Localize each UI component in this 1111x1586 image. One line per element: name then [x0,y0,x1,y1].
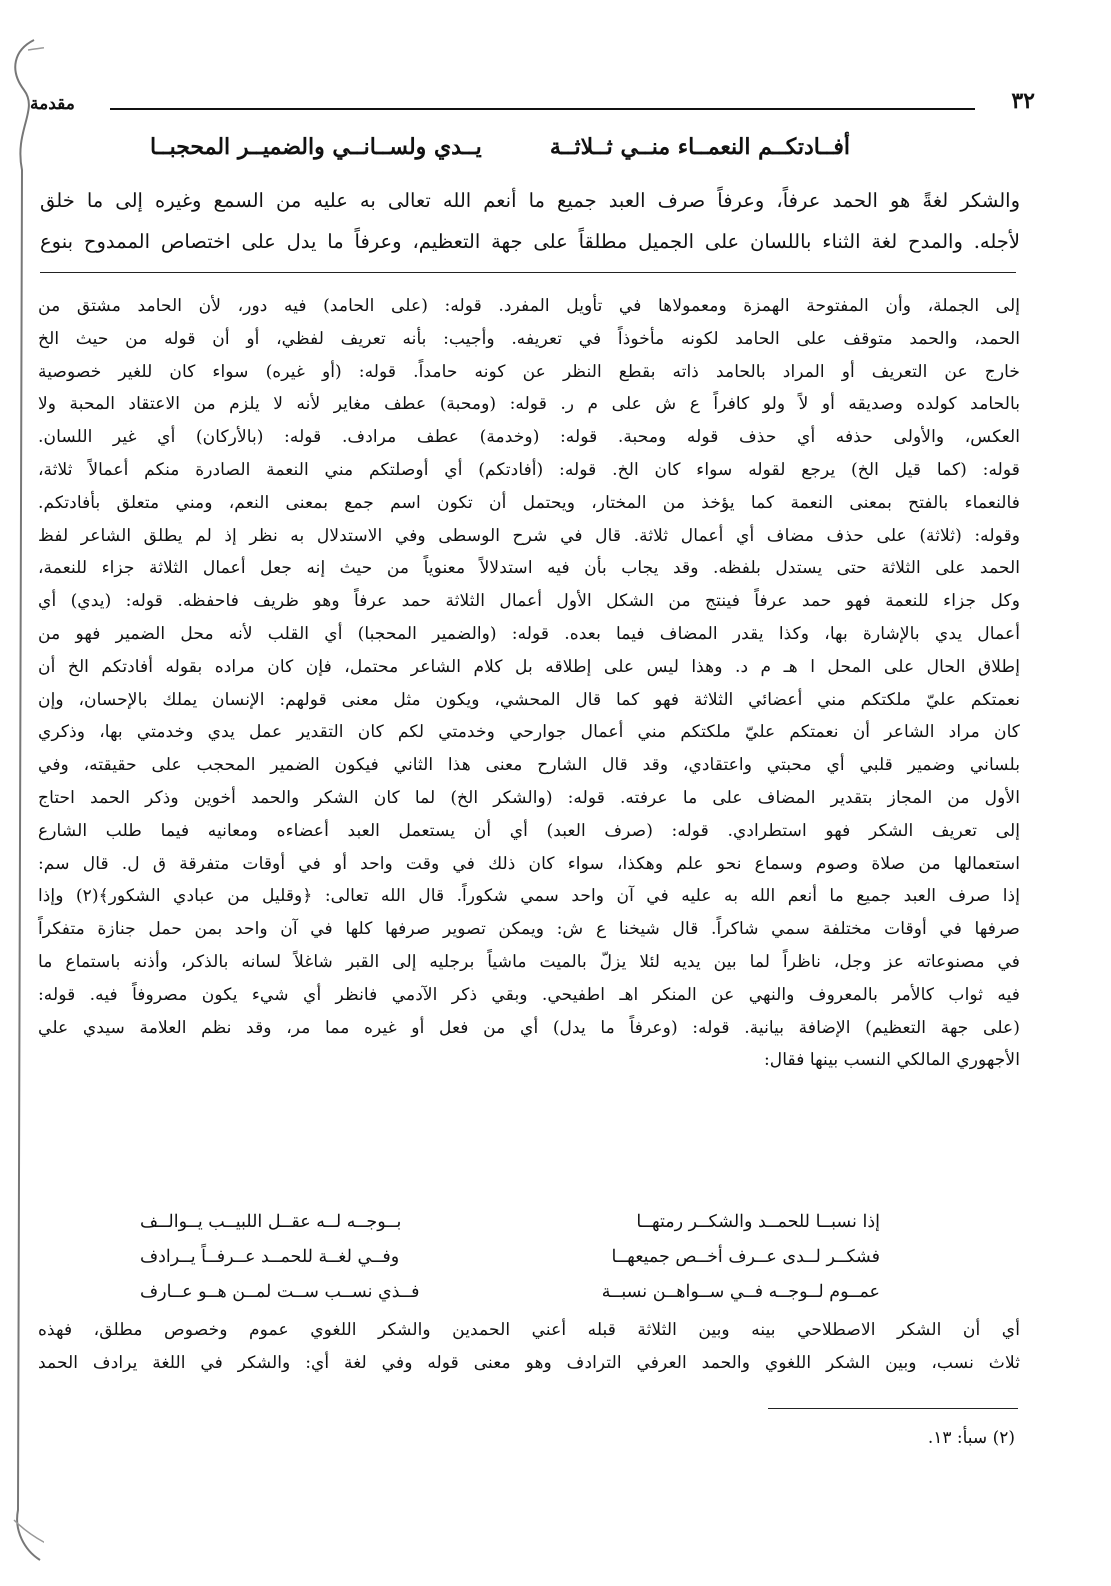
poem-hemistich-right: إذا نسبــا للحمــد والشكــر رمتهــا [636,1212,880,1232]
main-text [40,180,1020,262]
footnote: (٢) سبأ: ١٣. [927,1428,1015,1448]
commentary-line: وكل جزاء للنعمة فهو حمد عرفاً فينتج من الشكل الأول أعمال الثلاثة حمد عرفاً وهو ظريف فاحفظه. قوله: (يدي) أي [38,591,1020,612]
commentary-end [38,1314,1020,1380]
main-text-divider [40,272,1016,273]
commentary-line: كان مراد الشاعر أن نعمتكم عليّ ملكتكم مني أعمال جوارحي وخدمتي لكم كان التقدير عمل يدي وخدمتي بها، وذكري [38,722,1020,743]
commentary-line: إذا صرف العبد جميع ما أنعم الله به عليه في آن واحد سمي شكوراً. قال الله تعالى: ﴿وقليل من عبادي الشكور﴾(٢) وإذا [38,886,1020,907]
commentary-line: فيه ثواب كالأمر بالمعروف والنهي عن المنكر اهـ اطفيحي. وبقي ذكر الآدمي فانظر أي شيء يكون مصروفاً فيه. قوله: [38,984,1020,1005]
poem-hemistich-left: بــوجــه لــه عقــل اللبيــب يــوالــف [140,1212,402,1232]
commentary-line: استعمالها من صلاة وصوم وسماع نحو علم وهكذا، سواء كان ذلك في وقت واحد أو في أوقات متفرقة ق ل. قال سم: [38,853,1020,874]
commentary-line: صرفها في أوقات مختلفة سمي شاكراً. قال شيخنا ع ش: ويمكن تصوير صرفها كلها في آن واحد بمن حمل جنازة متفكراً [38,919,1020,940]
page-number: ٣٢ [1011,88,1035,114]
poem-hemistich-right: عمــوم لــوجــه فــي ســواهــن نسبــة [601,1282,880,1302]
commentary-line: نعمتكم عليّ ملكتكم مني أعضائي الثلاثة فهو كما قال المحشي، ويكون مثل معنى قولهم: الإنسان يملك بالإحسان، وإن [38,689,1020,710]
poem [140,1205,880,1310]
poem-hemistich-right: فشكــر لــدى عــرف أخــص جميعهــا [611,1247,880,1267]
commentary-line: إطلاق الحال على المحل ا هـ م د. وهذا ليس على إطلاقه بل كلام الشاعر محتمل، فإن كان مراده بقوله أفادتكم الخ أن [38,656,1020,677]
commentary-line: خارج عن التعريف أو المراد بالحامد ذاته بقطع النظر عن كونه حامداً. قوله: (أو غيره) سواء كان للغير خصوصية [38,361,1020,382]
footnote-divider [768,1408,1018,1409]
commentary-line: (على جهة التعظيم) الإضافة بيانية. قوله: (وعرفاً ما يدل) أي من فعل أو غيره مما مر، وقد نظم العلامة سيدي علي [38,1017,1020,1038]
commentary-line: الحمد على الثلاثة حتى يستدل بلفظه. وقد يجاب بأن فيه استدلالاً معنوياً من حيث إنه جعل أعمال الثلاثة جزاء للنعمة، [38,558,1020,579]
section-title: مقدمة [30,94,75,114]
commentary-line: الحمد، والحمد متوقف على الحامد لكونه مأخوذاً في تعريفه. وأجيب: بأنه تعريف لفظي، أو أن قوله من حيث الخ [38,328,1020,349]
poem-line [140,1240,880,1275]
commentary-line: بالحامد كولده وصديقه أو لاً ولو كافراً ع ش على م ر. قوله: (ومحبة) عطف مغاير لأنه لا يلزم من الاعتقاد المحبة ولا [38,394,1020,415]
commentary-line: في مصنوعاته عز وجل، ناظراً لما بين يديه لئلا يزلّ بالميت ماشياً برجليه إلى القبر شاغلاً لسانه بالذكر، وأذنه باستماع ما [38,951,1020,972]
commentary-line: أعمال يدي بالإشارة بها، وكذا يقدر المضاف فيما بعده. قوله: (والضمير المحجبا) أي القلب لأنه محل الضمير فهو من [38,623,1020,644]
commentary-line: إلى تعريف الشكر فهو استطرادي. قوله: (صرف العبد) أي أن يستعمل العبد أعضاءه ومعانيه فيما طلب الشارع [38,820,1020,841]
verse-hemistich-right: أفــادتكــم النعمــاء منــي ثــلاثــة [549,134,850,160]
commentary-line: بلساني وضمير قلبي أي محبتي واعتقادي، وقد قال الشارح معنى هذا الثاني فيكون الضمير المحجب على حقيقته، وفي [38,755,1020,776]
opening-verse [150,134,850,160]
header-rule [110,108,975,110]
commentary-line: الأول من المجاز بتقدير المضاف على ما عرفته. قوله: (والشكر الخ) لما كان الشكر والحمد أخوين وذكر الحمد احتاج [38,787,1020,808]
poem-line [140,1205,880,1240]
commentary-line: أي أن الشكر الاصطلاحي بينه وبين الثلاثة قبله أعني الحمدين والشكر اللغوي عموم وخصوص مطلق، فهذه [38,1320,1020,1340]
poem-hemistich-left: فــذي نســب ســت لمــن هــو عــارف [140,1282,420,1302]
commentary-line: قوله: (كما قيل الخ) يرجع لقوله سواء كان الخ. قوله: (أفادتكم) أي أوصلتكم مني النعمة الصادرة منكم أعمالاً ثلاثة، [38,459,1020,480]
commentary-line: الأجهوري المالكي النسب بينها فقال: [764,1050,1020,1071]
poem-hemistich-left: وفــي لغــة للحمــد عــرفــاً يــرادف [140,1247,400,1267]
main-text-line: والشكر لغةً هو الحمد عرفاً، وعرفاً صرف العبد جميع ما أنعم الله تعالى به عليه من السمع وغيره إلى ما خلق [40,189,1020,212]
commentary-line: إلى الجملة، وأن المفتوحة الهمزة ومعمولاها في تأويل المفرد. قوله: (على الحامد) فيه دور، لأن الحامد مشتق من [38,296,1020,316]
commentary-block [38,290,1020,1077]
commentary-line: العكس، والأولى حذفه أي حذف قوله ومحبة. قوله: (وخدمة) عطف مرادف. قوله: (بالأركان) أي غير اللسان. [38,427,1020,448]
commentary-line: وقوله: (ثلاثة) على حذف مضاف أي أعمال ثلاثة. قال في شرح الوسطى وفي الاستدلال به نظر إذ لم يطلق الشاعر لفظ [38,525,1020,546]
poem-line [140,1275,880,1310]
verse-hemistich-left: يــدي ولســانــي والضميــر المحجبــا [150,134,482,160]
main-text-line: لأجله. والمدح لغة الثناء باللسان على الجميل مطلقاً على جهة التعظيم، وعرفاً ما يدل على اختصاص الممدوح بنوع [40,230,1020,253]
page-header [30,84,1035,124]
commentary-line: ثلاث نسب، وبين الشكر اللغوي والحمد العرفي الترادف وهو معنى قوله وفي لغة أي: والشكر في اللغة يرادف الحمد [38,1352,1020,1373]
commentary-line: فالنعماء بالفتح بمعنى النعمة كما يؤخذ من المختار، ويحتمل أن تكون اسم جمع بمعنى النعم، ومني متعلق بأفادتكم. [38,492,1020,513]
